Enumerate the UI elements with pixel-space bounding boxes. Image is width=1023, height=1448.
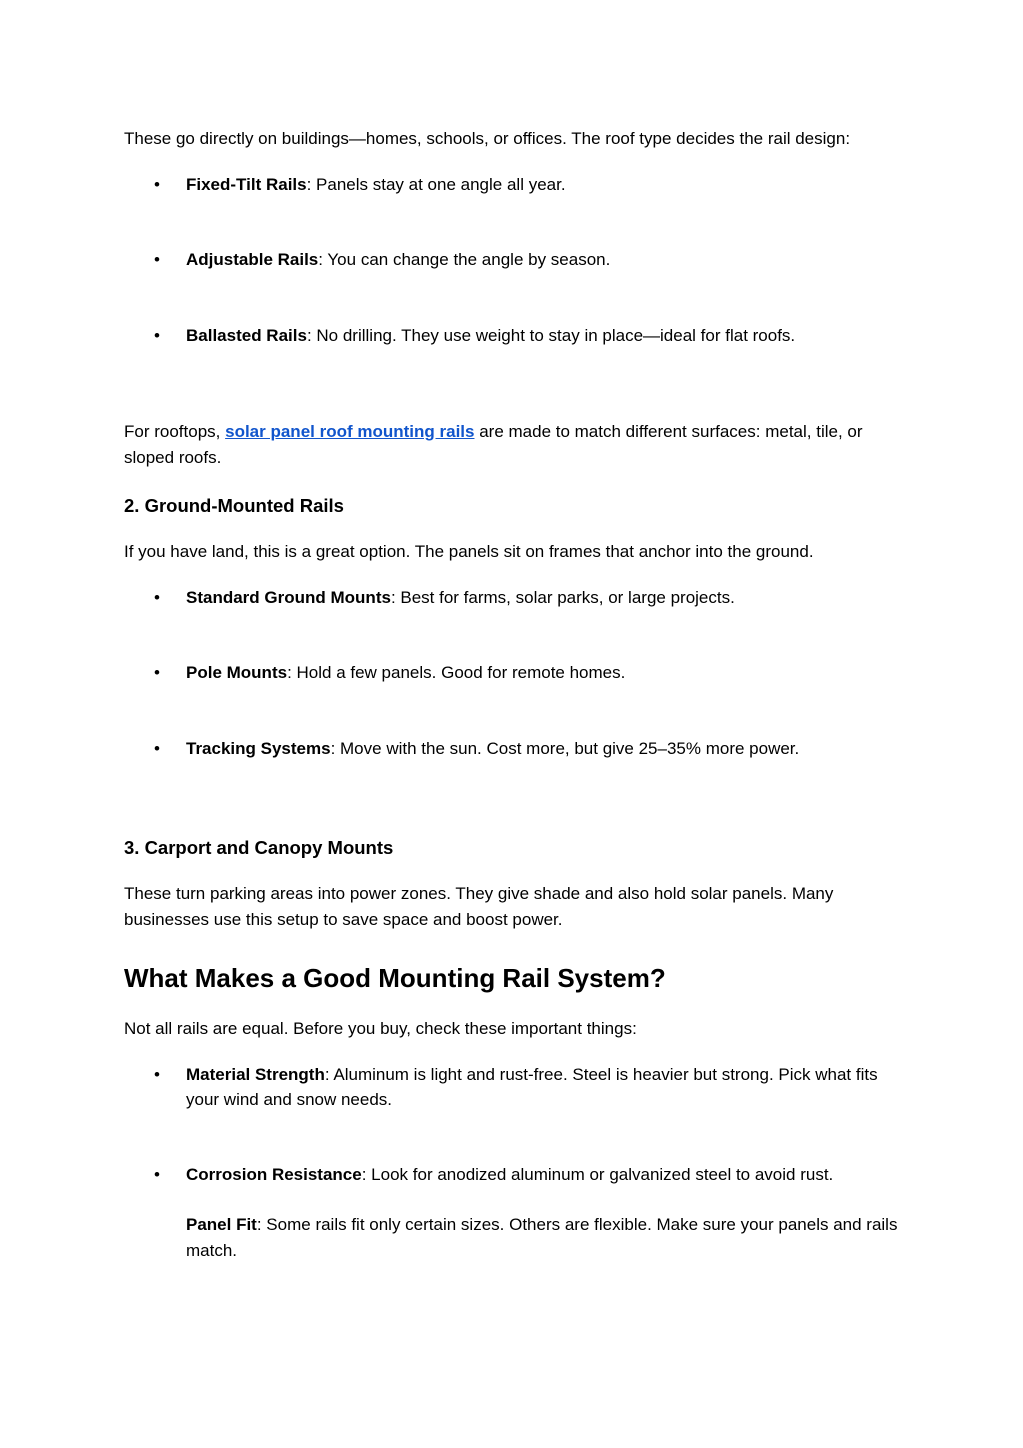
list-item-desc: : Panels stay at one angle all year.: [306, 174, 566, 194]
list-item: [124, 736, 899, 762]
list-item-term: Pole Mounts: [186, 663, 288, 682]
panel-fit-desc: : Some rails fit only certain sizes. Others are flexible. Make sure your panels and rails match.: [186, 1215, 898, 1260]
list-item-desc: : You can change the angle by season.: [318, 250, 611, 269]
good-system-heading: What Makes a Good Mounting Rail System?: [124, 963, 666, 993]
list-item-desc: : Move with the sun. Cost more, but give 25–35% more power.: [330, 738, 800, 758]
list-item: [124, 172, 899, 198]
list-item-term: Adjustable Rails: [186, 250, 319, 269]
good-system-intro-paragraph: Not all rails are equal. Before you buy, check these important things:: [124, 1019, 637, 1038]
panel-fit-paragraph: [124, 1212, 899, 1263]
list-item-term: Corrosion Resistance: [186, 1164, 362, 1184]
list-item: [124, 585, 899, 611]
list-item: [124, 247, 899, 273]
list-item: [124, 1162, 899, 1188]
list-item: [124, 323, 899, 349]
carport-paragraph: These turn parking areas into power zones. They give shade and also hold solar panels. Many businesses use this setup to save space and boost power.: [124, 884, 834, 929]
list-item-desc: : No drilling. They use weight to stay in place—ideal for flat roofs.: [306, 325, 796, 345]
roof-rails-list: [124, 172, 899, 349]
rooftops-text-after: are made to match different surfaces: metal, tile, or sloped roofs.: [124, 422, 863, 467]
list-item: [124, 660, 899, 686]
ground-intro-paragraph: If you have land, this is a great option. The panels sit on frames that anchor into the ground.: [124, 542, 814, 561]
ground-mounted-heading: 2. Ground-Mounted Rails: [124, 495, 344, 516]
list-item-desc: : Best for farms, solar parks, or large projects.: [390, 587, 735, 607]
ground-mounts-list: [124, 585, 899, 762]
rooftops-paragraph: [124, 419, 899, 470]
solar-panel-roof-mounting-rails-link[interactable]: solar panel roof mounting rails: [225, 422, 475, 441]
intro-paragraph: These go directly on buildings—homes, schools, or offices. The roof type decides the rail design:: [124, 129, 851, 148]
list-item-desc: : Aluminum is light and rust-free. Steel is heavier but strong. Pick what fits your wind and snow needs.: [186, 1064, 878, 1109]
list-item-term: Material Strength: [186, 1064, 325, 1084]
list-item-term: Fixed-Tilt Rails: [186, 174, 307, 194]
list-item: [124, 1062, 899, 1113]
rooftops-text-before: For rooftops,: [124, 422, 226, 441]
list-item-desc: : Look for anodized aluminum or galvanized steel to avoid rust.: [361, 1164, 834, 1184]
document-page: [124, 126, 899, 1263]
list-item-term: Tracking Systems: [186, 738, 331, 758]
panel-fit-term: Panel Fit: [186, 1215, 257, 1234]
carport-heading: 3. Carport and Canopy Mounts: [124, 837, 394, 858]
list-item-desc: : Hold a few panels. Good for remote homes.: [287, 663, 626, 682]
list-item-term: Standard Ground Mounts: [186, 587, 391, 607]
list-item-term: Ballasted Rails: [186, 325, 307, 345]
good-system-list: [124, 1062, 899, 1188]
